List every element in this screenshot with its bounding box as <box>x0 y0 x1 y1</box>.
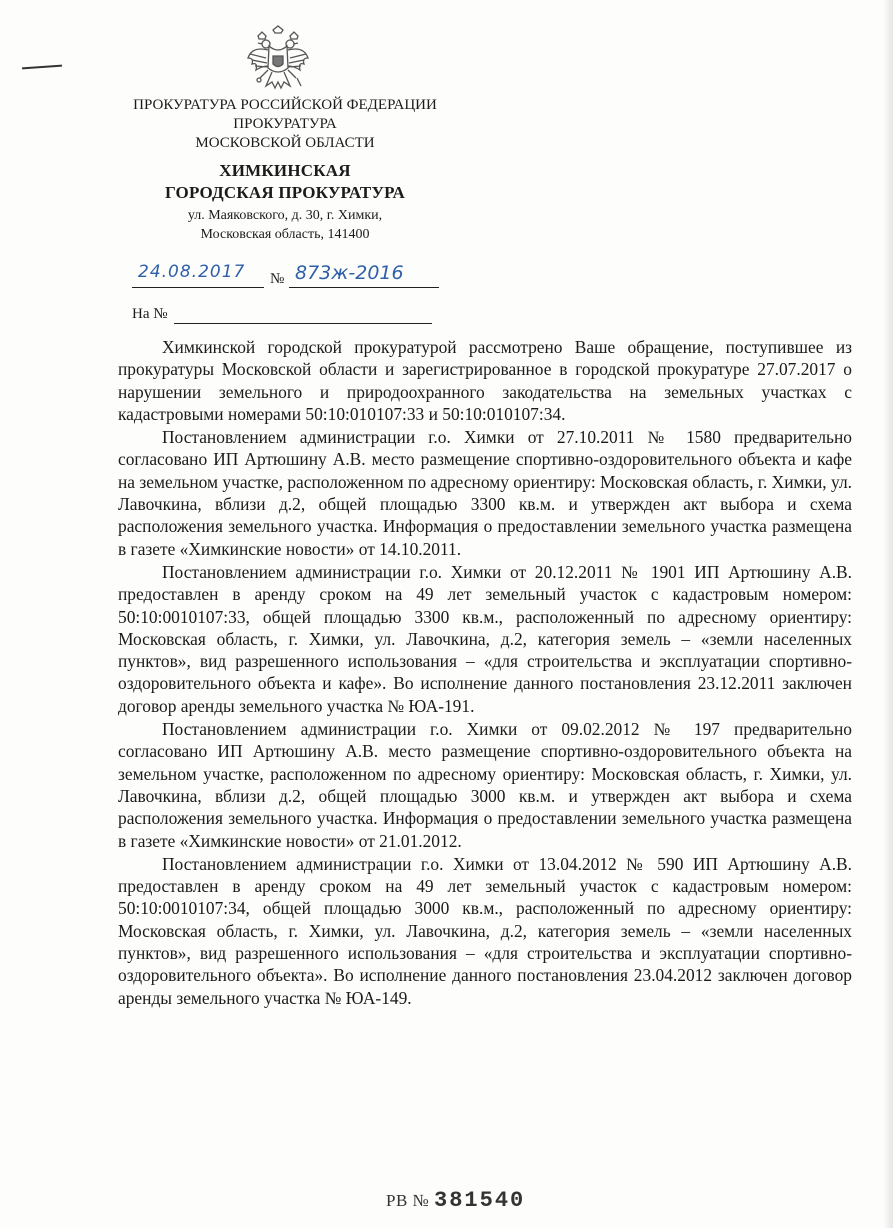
paragraph: Постановлением администрации г.о. Химки от 13.04.2012 № 590 ИП Артюшину А.В. предоставлен в аренду сроком на 49 лет земельный участок с кадастровым номером: 50:10:0010107:34, общей площадью 3000 кв.м., расположенный по адресному ориентиру: Московская область, г. Химки, ул. Лавочкина, д.2, категория земель – «земли населенных пунктов», вид разрешенного использования – «для строительства и эксплуатации спортивно-оздоровительного объекта». Во исполнение данного постановления 23.04.2012 заключен договор аренды земельного участка № ЮА-149. <box>118 853 852 1008</box>
address-line-1: ул. Маяковского, д. 30, г. Химки, <box>187 208 383 223</box>
registration-block <box>132 262 442 292</box>
paragraph: Химкинской городской прокуратурой рассмотрено Ваше обращение, поступившее из прокуратуры Московской области и зарегистрированное в городской прокуратуре 27.07.2017 о нарушении земельного и природоохранного закодательства на земельных участках с кадастровыми номерами 50:10:010107:33 и 50:10:010107:34. <box>118 337 852 424</box>
reply-to-label: На № <box>132 306 168 322</box>
registration-number: 873ж-2016 <box>295 262 404 284</box>
paragraph: Постановлением администрации г.о. Химки от 27.10.2011 № 1580 предварительно согласовано ИП Артюшину А.В. место размещение спортивно-оздоровительного объекта и кафе на земельном участке, расположенном по адресному ориентиру: Московская область, г. Химки, ул. Лавочкина, вблизи д.2, общей площадью 3300 кв.м. и утвержден акт выбора и схема расположения земельного участка. Информация о предоставлении земельного участка размещена в газете «Химкинские новости» от 14.10.2011. <box>118 427 852 559</box>
office-name-line-1: ХИМКИНСКАЯ <box>219 161 351 180</box>
agency-header <box>120 96 450 153</box>
address-line-2: Московская область, 141400 <box>200 227 370 242</box>
letter-body <box>118 336 852 1009</box>
double-headed-eagle-emblem-icon <box>244 24 312 96</box>
form-serial-number: 381540 <box>434 1188 526 1213</box>
registration-date: 24.08.2017 <box>138 262 246 282</box>
form-serial-prefix: РВ № <box>386 1191 430 1210</box>
agency-line-1: ПРОКУРАТУРА РОССИЙСКОЙ ФЕДЕРАЦИИ <box>133 97 437 113</box>
paragraph: Постановлением администрации г.о. Химки от 20.12.2011 № 1901 ИП Артюшину А.В. предоставлен в аренду сроком на 49 лет земельный участок с кадастровым номером: 50:10:0010107:33, общей площадью 3300 кв.м., расположенный по адресному ориентиру: Московская область, г. Химки, ул. Лавочкина, д.2, категория земель – «земли населенных пунктов», вид разрешенного использования – «для строительства и эксплуатации спортивно-оздоровительного объекта и кафе». Во исполнение данного постановления 23.12.2011 заключен договор аренды земельного участка № ЮА-191. <box>118 561 852 716</box>
agency-line-3: МОСКОВСКОЙ ОБЛАСТИ <box>195 135 375 151</box>
agency-line-2: ПРОКУРАТУРА <box>233 116 337 132</box>
date-underline <box>132 287 264 288</box>
reply-to-underline <box>174 323 432 324</box>
paragraph: Постановлением администрации г.о. Химки от 09.02.2012 № 197 предварительно согласовано ИП Артюшину А.В. место размещение спортивно-оздоровительного объекта на земельном участке, расположенном по адресному ориентиру: Московская область, г. Химки, ул. Лавочкина, вблизи д.2, общей площадью 3000 кв.м. и утвержден акт выбора и схема расположения земельного участка. Информация о предоставлении земельного участка размещена в газете «Химкинские новости» от 21.01.2012. <box>118 719 852 851</box>
pen-mark <box>22 65 62 70</box>
number-underline <box>289 287 439 288</box>
office-address <box>120 206 450 244</box>
number-sign: № <box>270 271 285 287</box>
page-edge-shadow <box>883 0 893 1228</box>
office-name <box>120 160 450 204</box>
form-serial <box>386 1188 525 1213</box>
office-name-line-2: ГОРОДСКАЯ ПРОКУРАТУРА <box>164 183 406 202</box>
